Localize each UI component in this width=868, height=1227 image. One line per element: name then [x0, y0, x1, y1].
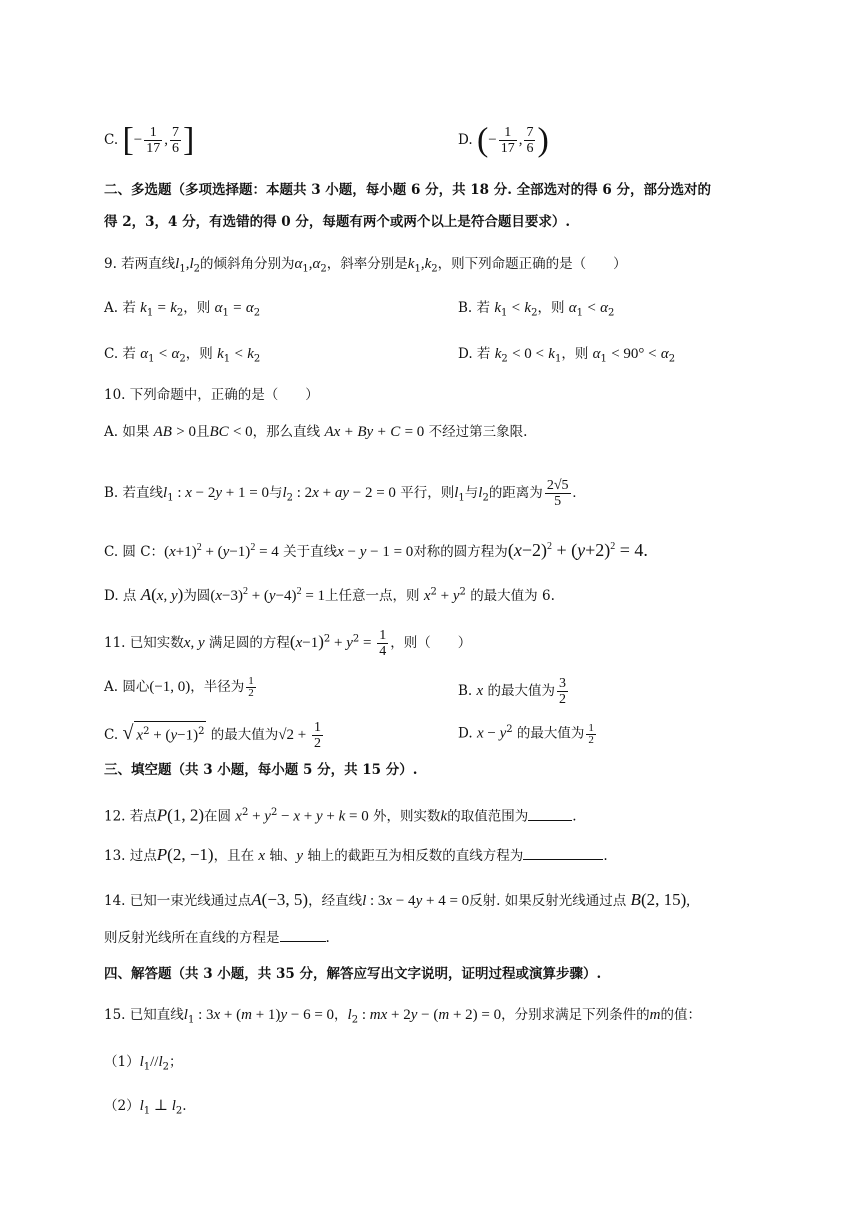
q10-option-d: D. 点 A(x, y)为圆$(x-3)^2 + (y-4)^2 = 1$上任意一点，则 $x^2 + y^2$ 的最大值为 6.	[104, 585, 555, 604]
q15-part-2: $(2)l_1$ ⊥ $l_2$.	[104, 1098, 187, 1117]
section-3-heading: 三、填空题（共 3 小题，每小题 5 分，共 15 分）.	[104, 762, 418, 778]
q9-option-b: B. 若 $k_1 < k_2$，则 $\alpha_1 < \alpha_2$	[458, 300, 615, 319]
q8-option-d: D. (− $\frac{1}{17}$ , $\frac{7}{6}$ )	[458, 121, 549, 159]
section-2-heading-line1: 二、多选题（多项选择题：本题共 3 小题，每小题 6 分，共 18 分. 全部选对的得 6 分，部分选对的	[104, 182, 711, 198]
q10-stem: 10. 下列命题中，正确的是（ ）	[104, 387, 319, 403]
q10-option-c: C. 圆 C：$(x+1)^2 + (y-1)^2 = 4$ 关于直线x − y − 1 = 0对称的圆方程为$(x-2)^2 + (y+2)^2 = 4$.	[104, 540, 648, 560]
q11-option-a: A. 圆心(−1, 0)，半径为 $\frac{1}{2}$	[104, 675, 254, 699]
q9-stem: 9. 若两直线$l_1,l_2$的倾斜角分别为$\alpha_1,\alpha_2$，斜率分别是$k_1,k_2$，则下列命题正确的是（ ）	[104, 256, 627, 275]
q14-line1: 14. 已知一束光线通过点A(−3, 5)，经直线l : 3x − 4y + 4 = 0反射. 如果反射光线通过点 B(2, 15),	[104, 890, 691, 909]
q15-stem: 15. 已知直线$l_1$ : 3x + (m + 1)y − 6 = 0，$l_2$ : mx + 2y − (m + 2) = 0，分别求满足下列条件的m的值：	[104, 1007, 701, 1026]
q9-option-c: C. 若 $\alpha_1 < \alpha_2$，则 $k_1 < k_2$	[104, 346, 261, 365]
q11-option-b: B. x 的最大值为 $\frac{3}{2}$	[458, 676, 566, 707]
q8-option-c: C. [− $\frac{1}{17}$ , $\frac{7}{6}$ ]	[104, 121, 195, 159]
q9-option-d: D. 若 $k_2 < 0 < k_1$，则 $\alpha_1 < 90^\circ < \alpha_2$	[458, 346, 676, 365]
q11-stem: 11. 已知实数x, y 满足圆的方程$(x-1)^2 + y^2$ = $\frac{1}{4}$ ，则（ ）	[104, 628, 472, 659]
q10-option-a: A. 如果 AB > 0且BC < 0，那么直线 Ax + By + C = 0 不经过第三象限.	[104, 424, 528, 440]
section-2-heading-line2: 得 2，3，4 分，有选错的得 0 分，每题有两个或两个以上是符合题目要求）.	[104, 214, 571, 230]
q9-option-a: A. 若 $k_1 = k_2$，则 $\alpha_1 = \alpha_2$	[104, 300, 261, 319]
q11-option-d: D. $x - y^2$ 的最大值为 $\frac{1}{2}$	[458, 721, 594, 746]
q10-option-b: B. 若直线$l_1$ : x − 2y + 1 = 0与$l_2$ : 2x + ay − 2 = 0 平行，则$l_1$与$l_2$的距离为 $\frac{2√5}{5}$ .	[104, 478, 577, 509]
q14-line2: 则反射光线所在直线的方程是 .	[104, 930, 330, 946]
section-4-heading: 四、解答题（共 3 小题，共 35 分，解答应写出文字说明，证明过程或演算步骤）.	[104, 966, 602, 982]
q12: 12. 若点P(1, 2)在圆 $x^2 + y^2 - x + y + k = 0$ 外，则实数k的取值范围为 .	[104, 805, 577, 825]
q15-part-1: $(1)l_1//l_2$；	[104, 1054, 183, 1073]
q13: 13. 过点P(2, −1)，且在 x 轴、y 轴上的截距互为相反数的直线方程为 .	[104, 845, 608, 864]
q11-option-c: C. √ $x^2 + (y-1)^2$ 的最大值为√2 + $\frac{1}{2}$	[104, 720, 321, 751]
